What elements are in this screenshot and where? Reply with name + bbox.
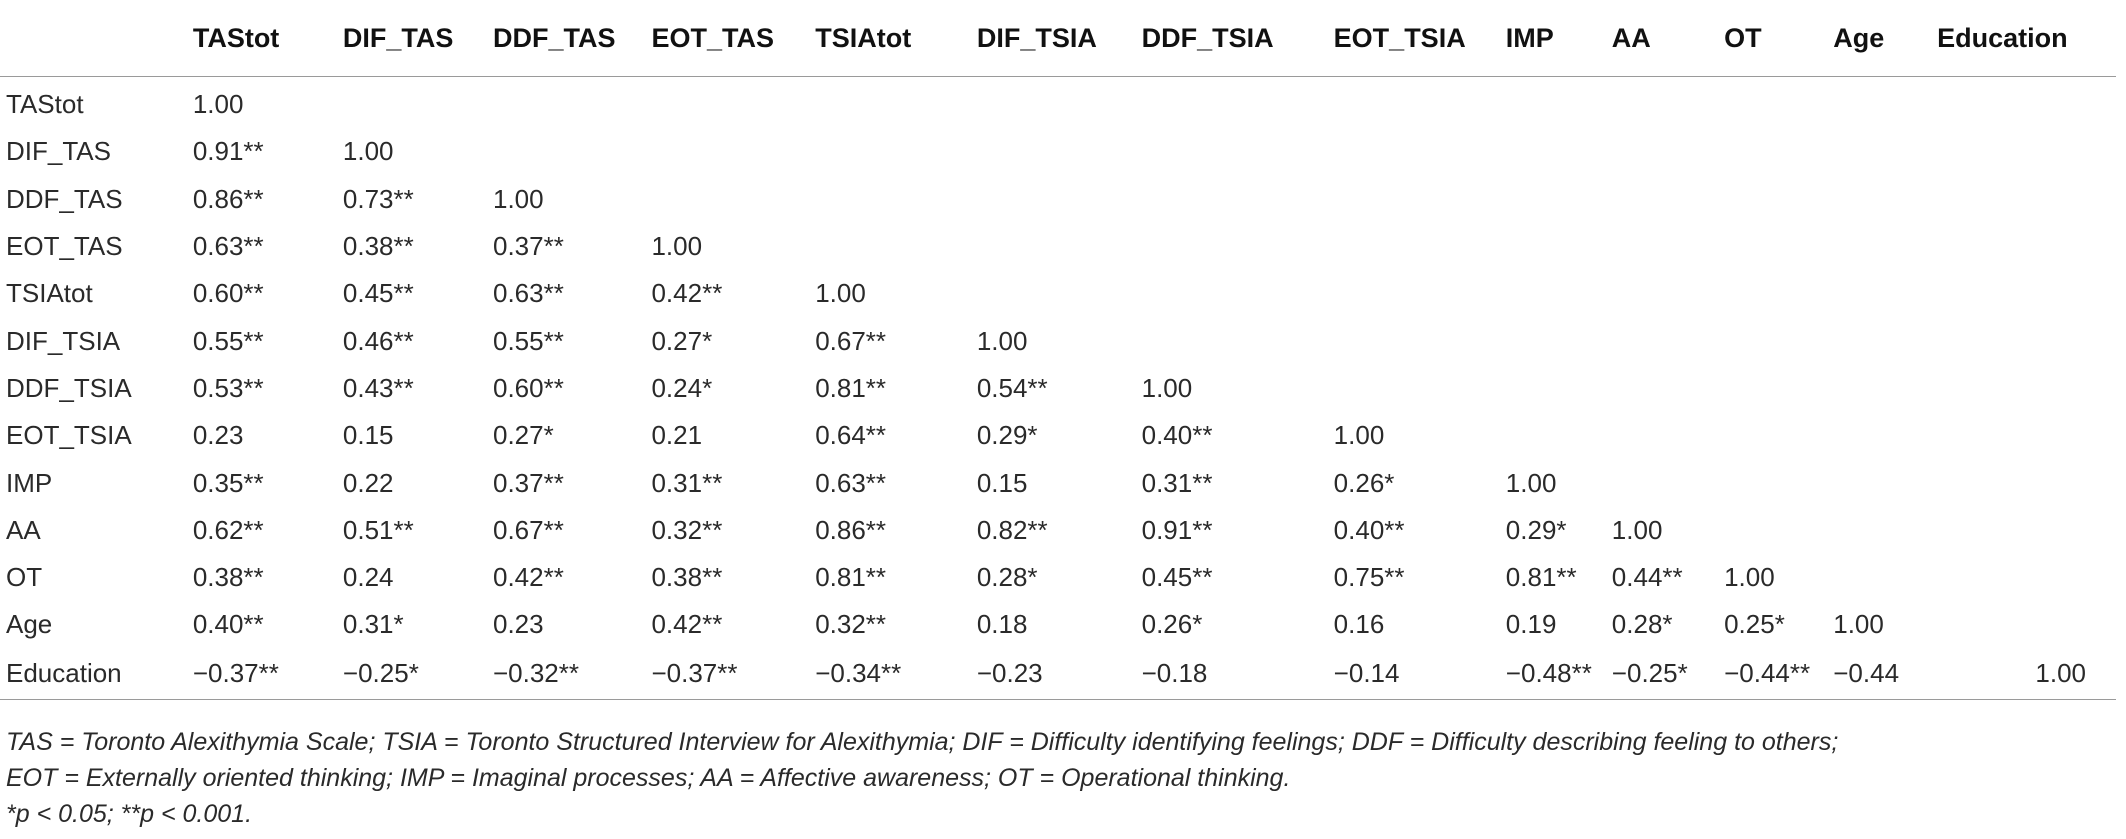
table-cell [1931, 365, 2116, 412]
table-cell: −0.25* [337, 649, 487, 700]
table-cell: 0.23 [192, 420, 244, 451]
table-cell [1827, 554, 1931, 601]
table-cell: 0.81** [1505, 562, 1577, 593]
table-cell [1827, 317, 1931, 364]
table-cell: 0.40** [1141, 420, 1213, 451]
header-cell: EOT_TAS [645, 0, 809, 77]
table-cell [1606, 176, 1718, 223]
table-cell [1606, 365, 1718, 412]
table-cell [1500, 77, 1606, 129]
header-cell: DDF_TAS [487, 0, 645, 77]
footnote-significance: *p < 0.05; **p < 0.001. [6, 800, 253, 828]
table-cell: 0.28* [976, 562, 1038, 593]
table-cell: 0.35** [192, 467, 264, 498]
table-cell: 0.73** [342, 183, 414, 214]
table-cell: 0.38** [342, 231, 414, 262]
row-label: OT [6, 562, 43, 593]
table-cell [1931, 601, 2116, 648]
table-cell [1718, 365, 1827, 412]
table-cell [1328, 365, 1500, 412]
table-cell: 0.64** [815, 420, 887, 451]
table-cell [809, 223, 971, 270]
table-cell: 1.00 [815, 278, 866, 309]
table-cell: 0.63** [492, 278, 564, 309]
table-row [0, 317, 2116, 364]
table-cell: 1.00 [1333, 420, 1385, 451]
table-cell: 0.45** [342, 278, 414, 309]
row-label: Education [0, 649, 187, 700]
table-cell: 0.29* [976, 420, 1038, 451]
table-cell [1328, 270, 1500, 317]
table-cell [809, 128, 971, 175]
table-cell [645, 176, 809, 223]
table-cell: 0.81** [815, 372, 887, 403]
table-cell [1827, 459, 1931, 506]
table-cell [1718, 459, 1827, 506]
table-cell: 0.24* [651, 372, 713, 403]
table-cell: −0.25* [1606, 649, 1718, 700]
header-cell: AA [1606, 0, 1718, 77]
table-cell: 1.00 [492, 183, 544, 214]
header-cell-corner [0, 0, 187, 77]
table-cell: 0.28* [1611, 609, 1673, 640]
header-cell: OT [1718, 0, 1827, 77]
table-cell: 0.42** [651, 609, 723, 640]
table-row [0, 459, 2116, 506]
table-cell: 0.45** [1141, 562, 1213, 593]
table-cell: 1.00 [1724, 562, 1775, 593]
table-cell: 0.91** [1141, 514, 1213, 545]
table-cell: 0.75** [1333, 562, 1405, 593]
table-cell: 0.67** [492, 514, 564, 545]
table-cell: 0.86** [192, 183, 264, 214]
header-cell: DIF_TSIA [971, 0, 1136, 77]
table-cell [1827, 270, 1931, 317]
table-cell: 0.37** [492, 467, 564, 498]
table-row [0, 412, 2116, 459]
table-cell [1931, 77, 2116, 129]
table-cell: 0.38** [192, 562, 264, 593]
table-cell [1500, 365, 1606, 412]
table-cell [1931, 507, 2116, 554]
table-cell: 0.31* [342, 609, 404, 640]
table-cell: 1.00 [651, 231, 703, 262]
row-label: IMP [6, 467, 53, 498]
table-cell [1931, 270, 2116, 317]
table-row [0, 223, 2116, 270]
table-cell [1328, 128, 1500, 175]
table-cell [1931, 554, 2116, 601]
table-cell [1328, 223, 1500, 270]
table-cell [1136, 317, 1328, 364]
table-cell: 0.31** [1141, 467, 1213, 498]
table-cell: −0.44** [1718, 649, 1827, 700]
table-cell [1718, 128, 1827, 175]
table-cell [487, 128, 645, 175]
table-cell: 1.00 [342, 136, 394, 167]
row-label: EOT_TAS [6, 231, 123, 262]
table-cell: 0.63** [192, 231, 264, 262]
table-cell [1500, 128, 1606, 175]
row-label: TSIAtot [6, 278, 93, 309]
table-cell [645, 77, 809, 129]
table-cell [1827, 507, 1931, 554]
table-cell [1606, 412, 1718, 459]
table-cell: −0.37** [187, 649, 337, 700]
table-row [0, 270, 2116, 317]
table-cell [1500, 223, 1606, 270]
table-cell [809, 176, 971, 223]
header-cell: TSIAtot [809, 0, 971, 77]
row-label: AA [6, 514, 41, 545]
table-cell: 0.43** [342, 372, 414, 403]
table-cell: −0.18 [1136, 649, 1328, 700]
table-cell [1827, 365, 1931, 412]
table-cell [809, 77, 971, 129]
table-cell [1931, 412, 2116, 459]
table-cell: −0.32** [487, 649, 645, 700]
table-cell: 0.23 [492, 609, 544, 640]
table-cell: 0.55** [492, 325, 564, 356]
table-cell [487, 77, 645, 129]
table-cell: 0.27* [651, 325, 713, 356]
table-cell [1931, 128, 2116, 175]
header-cell: DIF_TAS [337, 0, 487, 77]
table-cell: −0.48** [1500, 649, 1606, 700]
table-cell: 0.44** [1611, 562, 1683, 593]
table-cell [1606, 270, 1718, 317]
table-cell [1718, 317, 1827, 364]
table-cell: 1.00 [1931, 649, 2116, 700]
table-cell [1931, 459, 2116, 506]
table-cell: 0.51** [342, 514, 414, 545]
table-cell: 0.24 [342, 562, 394, 593]
table-cell: 0.40** [1333, 514, 1405, 545]
table-cell: 0.91** [192, 136, 264, 167]
table-cell [1718, 270, 1827, 317]
table-cell [1328, 176, 1500, 223]
table-cell: 0.15 [342, 420, 394, 451]
row-label: DDF_TSIA [6, 372, 132, 403]
row-label: EOT_TSIA [6, 420, 132, 451]
header-cell: Age [1827, 0, 1931, 77]
table-cell: −0.44 [1827, 649, 1931, 700]
table-cell [1136, 176, 1328, 223]
table-cell [1328, 77, 1500, 129]
table-row [0, 507, 2116, 554]
table-cell: 0.32** [651, 514, 723, 545]
table-cell [1136, 128, 1328, 175]
table-cell [1718, 507, 1827, 554]
table-cell: 0.40** [192, 609, 264, 640]
table-cell [1500, 317, 1606, 364]
table-cell: 0.60** [492, 372, 564, 403]
table-cell: 0.53** [192, 372, 264, 403]
table-cell [971, 223, 1136, 270]
table-cell [1606, 317, 1718, 364]
table-row [0, 128, 2116, 175]
header-row [0, 0, 2116, 77]
table-row [0, 601, 2116, 648]
table-cell: 0.25* [1724, 609, 1785, 640]
table-cell: 0.60** [192, 278, 264, 309]
table-cell: 1.00 [192, 89, 244, 120]
table-cell: 0.22 [342, 467, 394, 498]
table-cell: −0.37** [645, 649, 809, 700]
table-cell: 0.19 [1505, 609, 1557, 640]
table-cell [645, 128, 809, 175]
table-cell: 0.21 [651, 420, 703, 451]
table-cell: 0.81** [815, 562, 887, 593]
table-cell [971, 270, 1136, 317]
table-cell [1328, 317, 1500, 364]
table-cell [1827, 128, 1931, 175]
table-cell: 1.00 [1833, 609, 1884, 640]
footnote-abbreviations-1: TAS = Toronto Alexithymia Scale; TSIA = Toronto Structured Interview for Alexithymia; DIF = Difficulty identifying feelings; DDF = Difficulty describing feeling to others; [6, 728, 1839, 756]
table-cell: 0.42** [492, 562, 564, 593]
table-cell [971, 128, 1136, 175]
table-cell [971, 176, 1136, 223]
table-cell [1136, 77, 1328, 129]
table-cell [1606, 459, 1718, 506]
table-cell [1606, 223, 1718, 270]
table-cell: 0.54** [976, 372, 1048, 403]
row-label: DIF_TAS [6, 136, 111, 167]
table-cell [1500, 176, 1606, 223]
table-cell: 0.27* [492, 420, 554, 451]
table-cell [1606, 128, 1718, 175]
table-cell [1931, 223, 2116, 270]
table-cell [337, 77, 487, 129]
table-cell: 0.16 [1333, 609, 1385, 640]
table-cell [1718, 412, 1827, 459]
header-cell: DDF_TSIA [1136, 0, 1328, 77]
table-cell [1718, 77, 1827, 129]
table-body [0, 77, 2116, 700]
table-cell: 0.38** [651, 562, 723, 593]
table-cell: 0.32** [815, 609, 887, 640]
table-cell: 0.18 [976, 609, 1028, 640]
table-cell [1827, 77, 1931, 129]
table-row [0, 554, 2116, 601]
table-cell [1136, 223, 1328, 270]
table-cell: 0.55** [192, 325, 264, 356]
table-cell: 1.00 [976, 325, 1028, 356]
table-cell [1931, 176, 2116, 223]
table-footnotes [6, 724, 2116, 832]
table-cell: 0.15 [976, 467, 1028, 498]
table-cell: 1.00 [1505, 467, 1557, 498]
header-cell: Education [1931, 0, 2116, 77]
table-cell [1931, 317, 2116, 364]
table-cell [1827, 176, 1931, 223]
table-cell [971, 77, 1136, 129]
table-cell: 1.00 [1611, 514, 1663, 545]
table-cell [1718, 223, 1827, 270]
table-cell: 0.26* [1141, 609, 1203, 640]
table-cell: −0.34** [809, 649, 971, 700]
table-cell [1827, 412, 1931, 459]
header-cell: TAStot [187, 0, 337, 77]
table-cell [1500, 270, 1606, 317]
table-cell [1718, 176, 1827, 223]
table-cell: 0.82** [976, 514, 1048, 545]
table-cell: −0.23 [971, 649, 1136, 700]
table-cell: 0.29* [1505, 514, 1567, 545]
table-row [0, 649, 2116, 700]
table-cell: 0.86** [815, 514, 887, 545]
table-cell: 0.67** [815, 325, 887, 356]
table-row [0, 176, 2116, 223]
table-cell: 0.46** [342, 325, 414, 356]
table-cell: 1.00 [1141, 372, 1193, 403]
table-cell [1827, 223, 1931, 270]
table-cell [1606, 77, 1718, 129]
table-cell: 0.37** [492, 231, 564, 262]
table-cell [1500, 412, 1606, 459]
table-cell: 0.31** [651, 467, 723, 498]
footnote-abbreviations-2: EOT = Externally oriented thinking; IMP = Imaginal processes; AA = Affective awareness; OT = Operational thinking. [6, 764, 1291, 792]
table-row [0, 77, 2116, 129]
header-cell: EOT_TSIA [1328, 0, 1500, 77]
table-cell: 0.42** [651, 278, 723, 309]
row-label: DDF_TAS [6, 183, 123, 214]
row-label: TAStot [6, 89, 84, 120]
table-cell [1136, 270, 1328, 317]
row-label: DIF_TSIA [6, 325, 121, 356]
table-cell: 0.62** [192, 514, 264, 545]
row-label: Age [6, 609, 53, 640]
table-cell: 0.26* [1333, 467, 1395, 498]
table-cell: 0.63** [815, 467, 887, 498]
table-row [0, 365, 2116, 412]
header-cell: IMP [1500, 0, 1606, 77]
table-cell: −0.14 [1328, 649, 1500, 700]
